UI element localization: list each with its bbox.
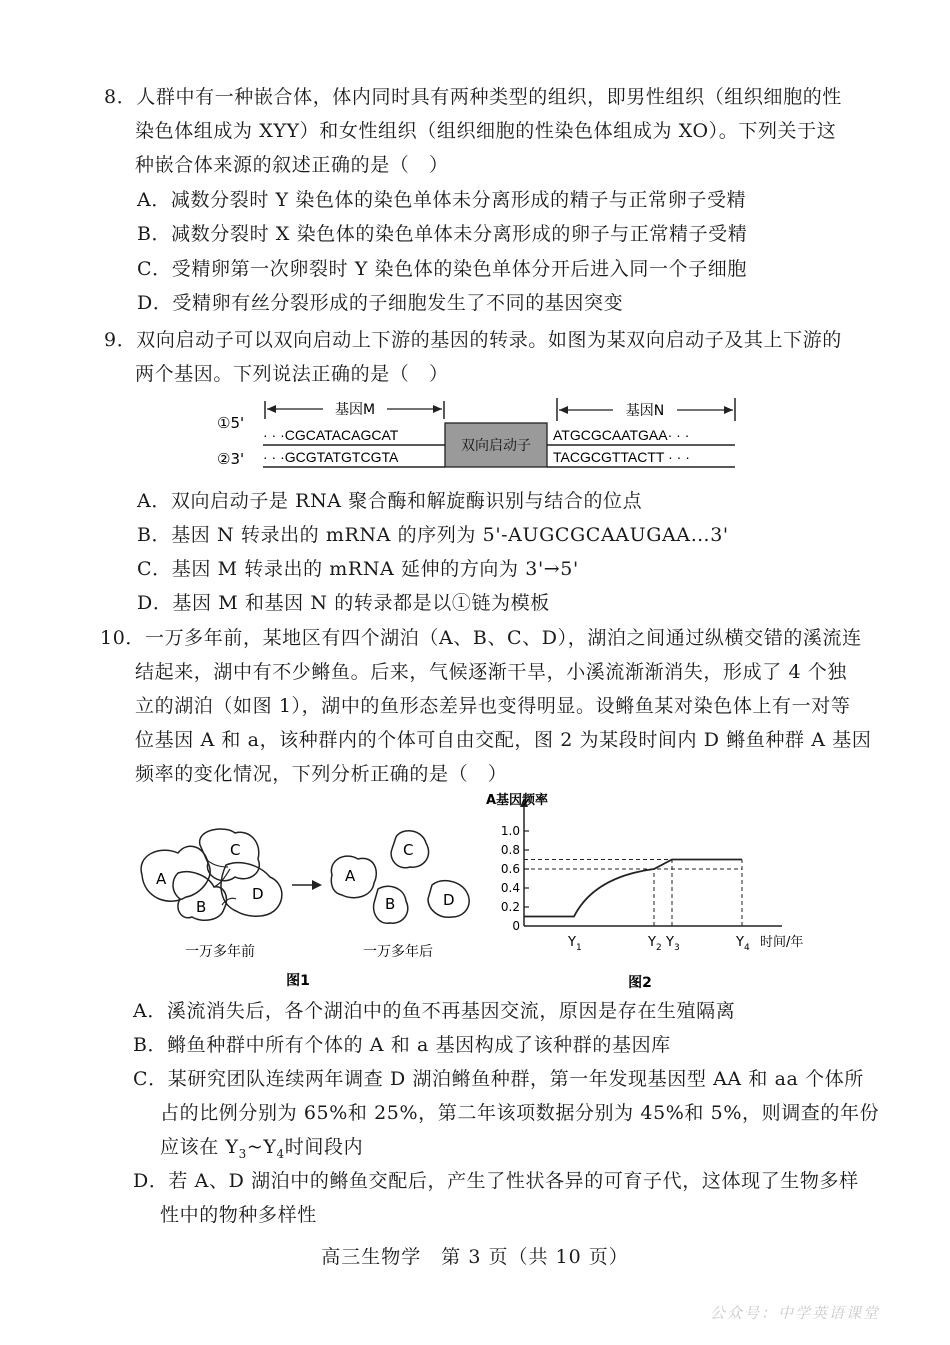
x-tick-label: $Y_3$ (666, 935, 680, 953)
q9-line-1: 9．双向启动子可以双向启动上下游的基因的转录。如图为某双向启动子及其上下游的 (104, 329, 842, 351)
q10-option-c-line-2: 占的比例分别为 65%和 25%，第二年该项数据分别为 45%和 5%，则调查的年份 (160, 1102, 880, 1124)
figure-2-chart (482, 790, 812, 995)
y-tick-label: 0.6 (500, 862, 520, 876)
q9-option-b: B．基因 N 转录出的 mRNA 的序列为 5'-AUGCGCAAUGAA…3' (137, 524, 729, 546)
x-axis-label: 时间/年 (760, 935, 804, 950)
lake-d-label-before: D (252, 885, 264, 903)
figure-1-lakes (130, 825, 490, 995)
strand-2-label: ②3' (217, 450, 245, 468)
strand-2-left-seq: · · ·GCGTATGTCGTA (263, 449, 399, 465)
gene-n-label: 基因N (625, 403, 665, 419)
strand-1-left-seq: · · ·CGCATACAGCAT (263, 427, 399, 443)
strand-2-right-seq: TACGCGTTACTT · · · (553, 449, 690, 465)
y-tick-label: 0 (512, 919, 520, 933)
q8-line-1: 8．人群中有一种嵌合体，体内同时具有两种类型的组织，即男性组织（组织细胞的性 (104, 86, 842, 108)
q9-line-2: 两个基因。下列说法正确的是（ ） (135, 363, 449, 385)
lake-c-label-after: C (403, 841, 414, 859)
q8-line-3: 种嵌合体来源的叙述正确的是（ ） (135, 154, 449, 176)
lake-d-label-after: D (443, 891, 455, 909)
q10-line-2: 结起来，湖中有不少鳉鱼。后来，气候逐渐干旱，小溪流渐渐消失，形成了 4 个独 (135, 661, 847, 683)
q10-line-4: 位基因 A 和 a，该种群内的个体可自由交配，图 2 为某段时间内 D 鳉鱼种群 A 基因 (135, 729, 872, 751)
q10-c3-mid: ~Y (246, 1136, 277, 1158)
q8-option-b: B．减数分裂时 X 染色体的染色单体未分离形成的卵子与正常精子受精 (137, 223, 748, 245)
lake-a-label-before: A (156, 870, 167, 888)
q10-c3-sub1: 3 (238, 1146, 247, 1161)
promoter-label: 双向启动子 (461, 438, 531, 454)
q9-option-d: D．基因 M 和基因 N 的转录都是以①链为模板 (137, 592, 550, 614)
y-axis-label: A基因频率 (486, 793, 549, 808)
a-frequency-line (524, 860, 742, 917)
q10-c3-post: 时间段内 (284, 1136, 364, 1158)
q8-option-a: A．减数分裂时 Y 染色体的染色单体未分离形成的精子与正常卵子受精 (137, 189, 747, 211)
q8-line-2: 染色体组成为 XYY）和女性组织（组织细胞的性染色体组成为 XO）。下列关于这 (135, 120, 837, 142)
q8-option-d: D．受精卵有丝分裂形成的子细胞发生了不同的基因突变 (137, 292, 624, 314)
fig1-title: 图1 (286, 973, 310, 989)
q8-option-c: C．受精卵第一次卵裂时 Y 染色体的染色单体分开后进入同一个子细胞 (137, 258, 747, 280)
y-tick-label: 0.2 (500, 900, 520, 914)
strand-1-label: ①5' (217, 414, 245, 432)
promoter-diagram (215, 393, 745, 473)
q9-option-a: A．双向启动子是 RNA 聚合酶和解旋酶识别与结合的位点 (137, 490, 643, 512)
fig1-caption-after: 一万多年后 (363, 944, 433, 960)
q10-option-c-line-1: C．某研究团队连续两年调查 D 湖泊鳉鱼种群，第一年发现基因型 AA 和 aa 个体所 (133, 1068, 864, 1090)
x-tick-label: $Y_2$ (648, 935, 662, 953)
q10-option-d-line-1: D．若 A、D 湖泊中的鳉鱼交配后，产生了性状各异的可育子代，这体现了生物多样 (133, 1170, 859, 1192)
fig2-title: 图2 (628, 975, 652, 991)
lake-b-label-after: B (385, 895, 396, 913)
lake-b-label-before: B (196, 898, 207, 916)
q10-option-d-line-2: 性中的物种多样性 (160, 1204, 317, 1226)
y-tick-label: 1.0 (500, 824, 520, 838)
lake-a-label-after: A (345, 867, 356, 885)
x-tick-label: $Y_4$ (736, 935, 750, 953)
q10-line-5: 频率的变化情况，下列分析正确的是（ ） (135, 763, 508, 785)
q9-option-c: C．基因 M 转录出的 mRNA 延伸的方向为 3'→5' (137, 558, 579, 580)
gene-m-label: 基因M (334, 402, 376, 418)
q10-line-1: 10．一万多年前，某地区有四个湖泊（A、B、C、D），湖泊之间通过纵横交错的溪流连 (100, 627, 862, 649)
page-footer: 高三生物学 第 3 页（共 10 页） (321, 1246, 629, 1268)
q10-c3-pre: 应该在 Y (160, 1136, 239, 1158)
x-tick-label: $Y_1$ (568, 935, 582, 953)
lake-c-label-before: C (230, 841, 241, 859)
strand-1-right-seq: ATGCGCAATGAA· · · (553, 427, 690, 443)
y-tick-label: 0.4 (500, 881, 520, 895)
q10-c3-sub2: 4 (276, 1146, 285, 1161)
fig1-caption-before: 一万多年前 (185, 944, 255, 960)
y-tick-label: 0.8 (500, 843, 520, 857)
q10-option-b: B．鳉鱼种群中所有个体的 A 和 a 基因构成了该种群的基因库 (133, 1034, 671, 1056)
q10-option-c-line-3 (160, 1134, 363, 1167)
q10-line-3: 立的湖泊（如图 1），湖中的鱼形态差异也变得明显。设鳉鱼某对染色体上有一对等 (135, 695, 851, 717)
watermark: 公众号：中学英语课堂 (709, 1304, 880, 1322)
q10-option-a: A．溪流消失后，各个湖泊中的鱼不再基因交流，原因是存在生殖隔离 (133, 1000, 736, 1022)
